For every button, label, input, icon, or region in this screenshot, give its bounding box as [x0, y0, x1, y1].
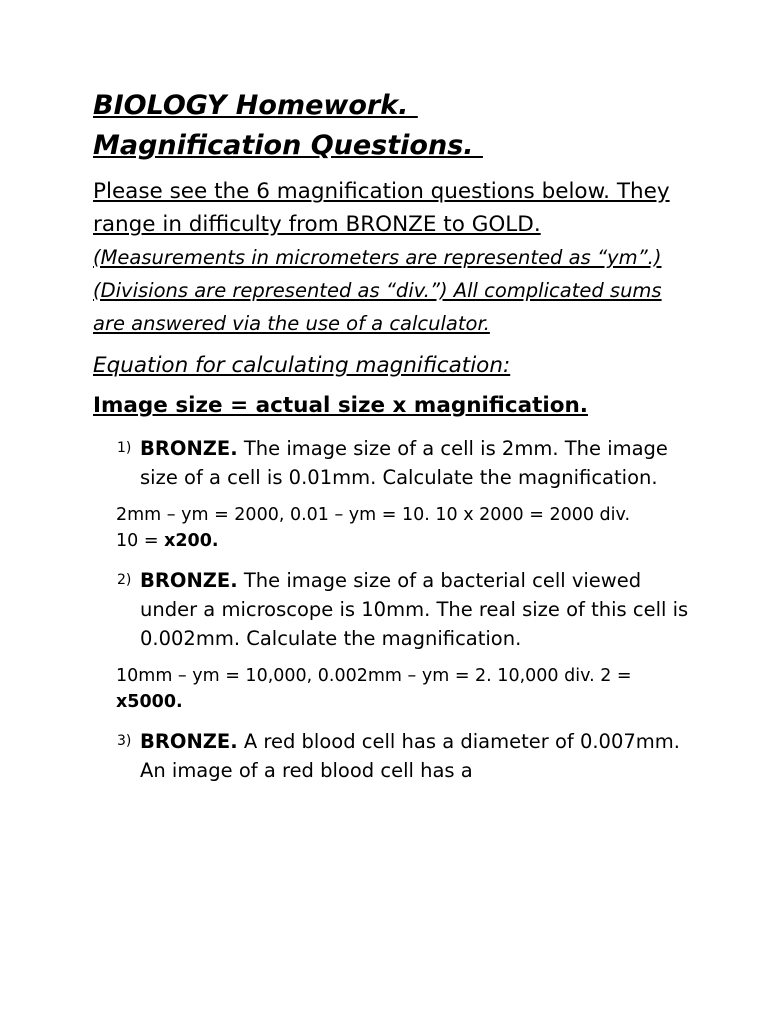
difficulty-label: BRONZE.	[140, 730, 238, 753]
intro-text: Please see the 6 magnification questions below. They range in difficulty from BRONZE to GOLD.	[93, 179, 670, 237]
question-2	[93, 566, 693, 653]
document-title	[93, 86, 693, 166]
intro-note: (Measurements in micrometers are represented as “ym”.) (Divisions are represented as “div.”) All complicated sums are answered via the use of a calculator.	[93, 246, 662, 335]
answer-result: x200.	[164, 531, 219, 551]
answer-result: x5000.	[116, 692, 183, 712]
title-line-2: Magnification Questions.	[93, 130, 483, 161]
question-number: 1)	[117, 440, 132, 456]
answer-working: 2mm – ym = 2000, 0.01 – ym = 10. 10 x 2000 = 2000 div. 10 =	[116, 505, 631, 551]
question-text: The image size of a cell is 2mm. The image size of a cell is 0.01mm. Calculate the magnification.	[140, 437, 668, 489]
question-text: A red blood cell has a diameter of 0.007mm. An image of a red blood cell has a	[140, 730, 680, 782]
title-line-1: BIOLOGY Homework.	[93, 90, 418, 121]
question-text: The image size of a bacterial cell viewed under a microscope is 10mm. The real size of this cell is 0.002mm. Calculate the magnification.	[140, 569, 689, 650]
answer-1	[116, 502, 656, 554]
difficulty-label: BRONZE.	[140, 437, 238, 460]
equation-heading: Equation for calculating magnification:	[93, 353, 511, 378]
difficulty-label: BRONZE.	[140, 569, 238, 592]
answer-2	[116, 663, 656, 715]
document-page	[93, 86, 693, 785]
answer-working: 10mm – ym = 10,000, 0.002mm – ym = 2. 10,000 div. 2 =	[116, 666, 632, 686]
intro-paragraph	[93, 175, 693, 340]
equation-formula: Image size = actual size x magnification.	[93, 393, 588, 418]
question-3	[93, 727, 693, 785]
question-number: 2)	[117, 572, 132, 588]
question-number: 3)	[117, 733, 132, 749]
question-1	[93, 434, 693, 492]
